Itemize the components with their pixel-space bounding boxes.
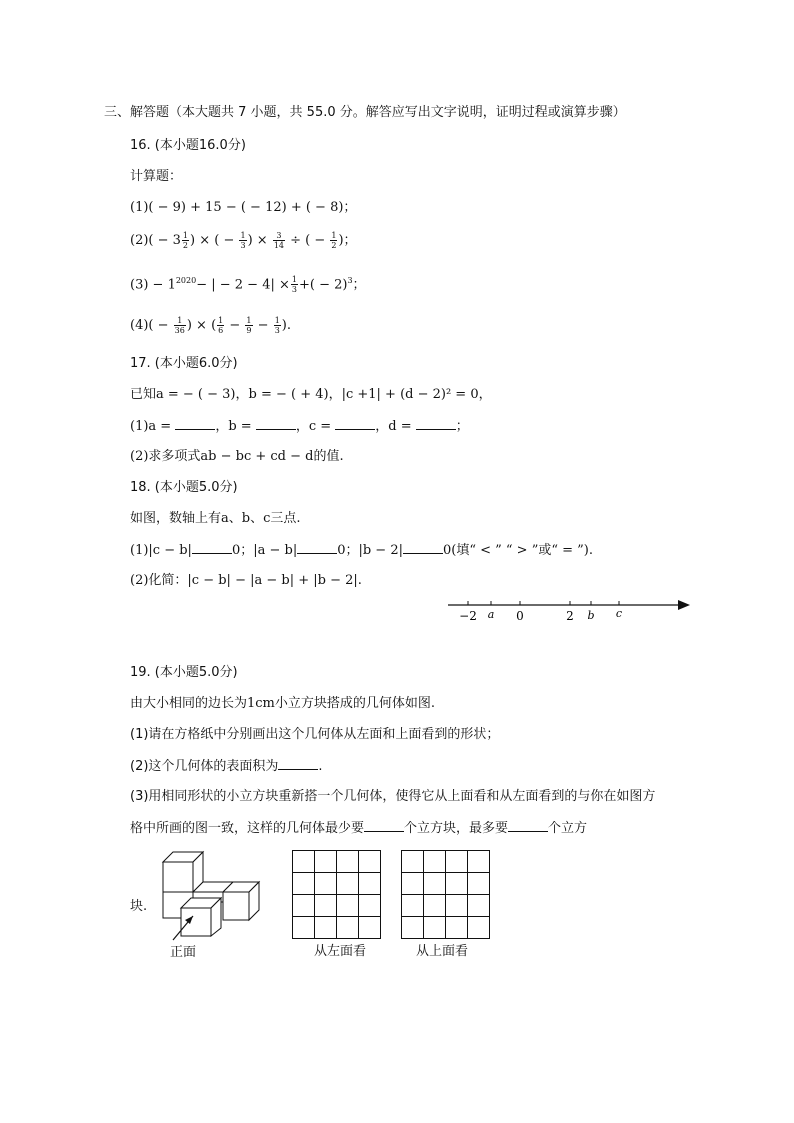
q17-part1: (1)a = ，b = ，c = ，d = ； [130, 419, 469, 434]
answer-blank[interactable] [416, 417, 456, 430]
answer-blank[interactable] [278, 757, 318, 770]
q19-part1: (1)请在方格纸中分别画出这个几何体从左面和上面看到的形状； [130, 727, 500, 742]
q17-given: 已知a = − ( − 3)，b = − ( + 4)，|c +1| + (d − 2)² = 0， [130, 387, 492, 402]
q16-part1: (1)( − 9) + 15 − ( − 12) + ( − 8)； [130, 200, 357, 215]
q19-part3-line3: 块. [130, 899, 148, 914]
cube-figure [155, 848, 265, 948]
q19-part3-line1: (3)用相同形状的小立方块重新搭一个几何体，使得它从上面看和从左面看到的与你在如图方 [130, 789, 656, 804]
q18-header: 18. (本小题5.0分) [130, 480, 238, 495]
answer-blank[interactable] [192, 541, 232, 554]
top-view-grid [401, 850, 491, 940]
axis-label: c [615, 607, 623, 620]
q16-header: 16. (本小题16.0分) [130, 138, 246, 153]
q18-intro: 如图，数轴上有a、b、c三点. [130, 511, 301, 526]
answer-blank[interactable] [403, 541, 443, 554]
q19-part2: (2)这个几何体的表面积为 . [130, 759, 323, 774]
answer-blank[interactable] [335, 417, 375, 430]
number-line [440, 590, 700, 630]
q17-header: 17. (本小题6.0分) [130, 356, 238, 371]
q16-intro: 计算题： [130, 169, 183, 184]
q19-header: 19. (本小题5.0分) [130, 665, 238, 680]
axis-label: a [487, 608, 495, 621]
answer-blank[interactable] [297, 541, 337, 554]
left-view-grid [292, 850, 382, 940]
q16-part2: (2)( − 3 $\frac{1}{2}$ ) × ( − $\frac{1}{3}$ ) × $\frac{3}{14}$ ÷ ( − $\frac{1}{2}$ )； [130, 231, 357, 250]
q18-part1: (1)|c − b| 0；|a − b| 0；|b − 2| 0(填“ < ” “ > ”或“ = ”). [130, 543, 594, 558]
answer-blank[interactable] [508, 819, 548, 832]
axis-label: 2 [566, 609, 574, 623]
top-view-label: 从上面看 [416, 944, 469, 959]
axis-label: b [587, 609, 595, 622]
axis-label: 0 [516, 609, 524, 623]
answer-blank[interactable] [364, 819, 404, 832]
answer-blank[interactable] [256, 417, 296, 430]
q18-part2: (2)化简：|c − b| − |a − b| + |b − 2|. [130, 573, 362, 588]
left-view-label: 从左面看 [314, 944, 367, 959]
arrow-icon [678, 600, 690, 610]
axis-label: −2 [459, 609, 477, 623]
front-label: 正面 [170, 945, 197, 960]
q17-part2: (2)求多项式ab − bc + cd − d的值. [130, 449, 344, 464]
q19-intro: 由大小相同的边长为1cm小立方块搭成的几何体如图. [130, 696, 436, 711]
section-title: 三、解答题（本大题共 7 小题，共 55.0 分。解答应写出文字说明，证明过程或演算步骤） [104, 105, 626, 120]
answer-blank[interactable] [175, 417, 215, 430]
q16-part4: (4)( − $\frac{1}{36}$ ) × ( $\frac{1}{6}$ − $\frac{1}{9}$ − $\frac{1}{3}$ ). [130, 316, 291, 335]
q16-part3: $(3) - 1^{2020}-$ | − 2 − 4| × $\frac{1}{3}$ +( − 2)$^3$； [130, 275, 366, 295]
q19-part3-line2: 格中所画的图一致，这样的几何体最少要 个立方块，最多要 个立方 [130, 821, 588, 836]
